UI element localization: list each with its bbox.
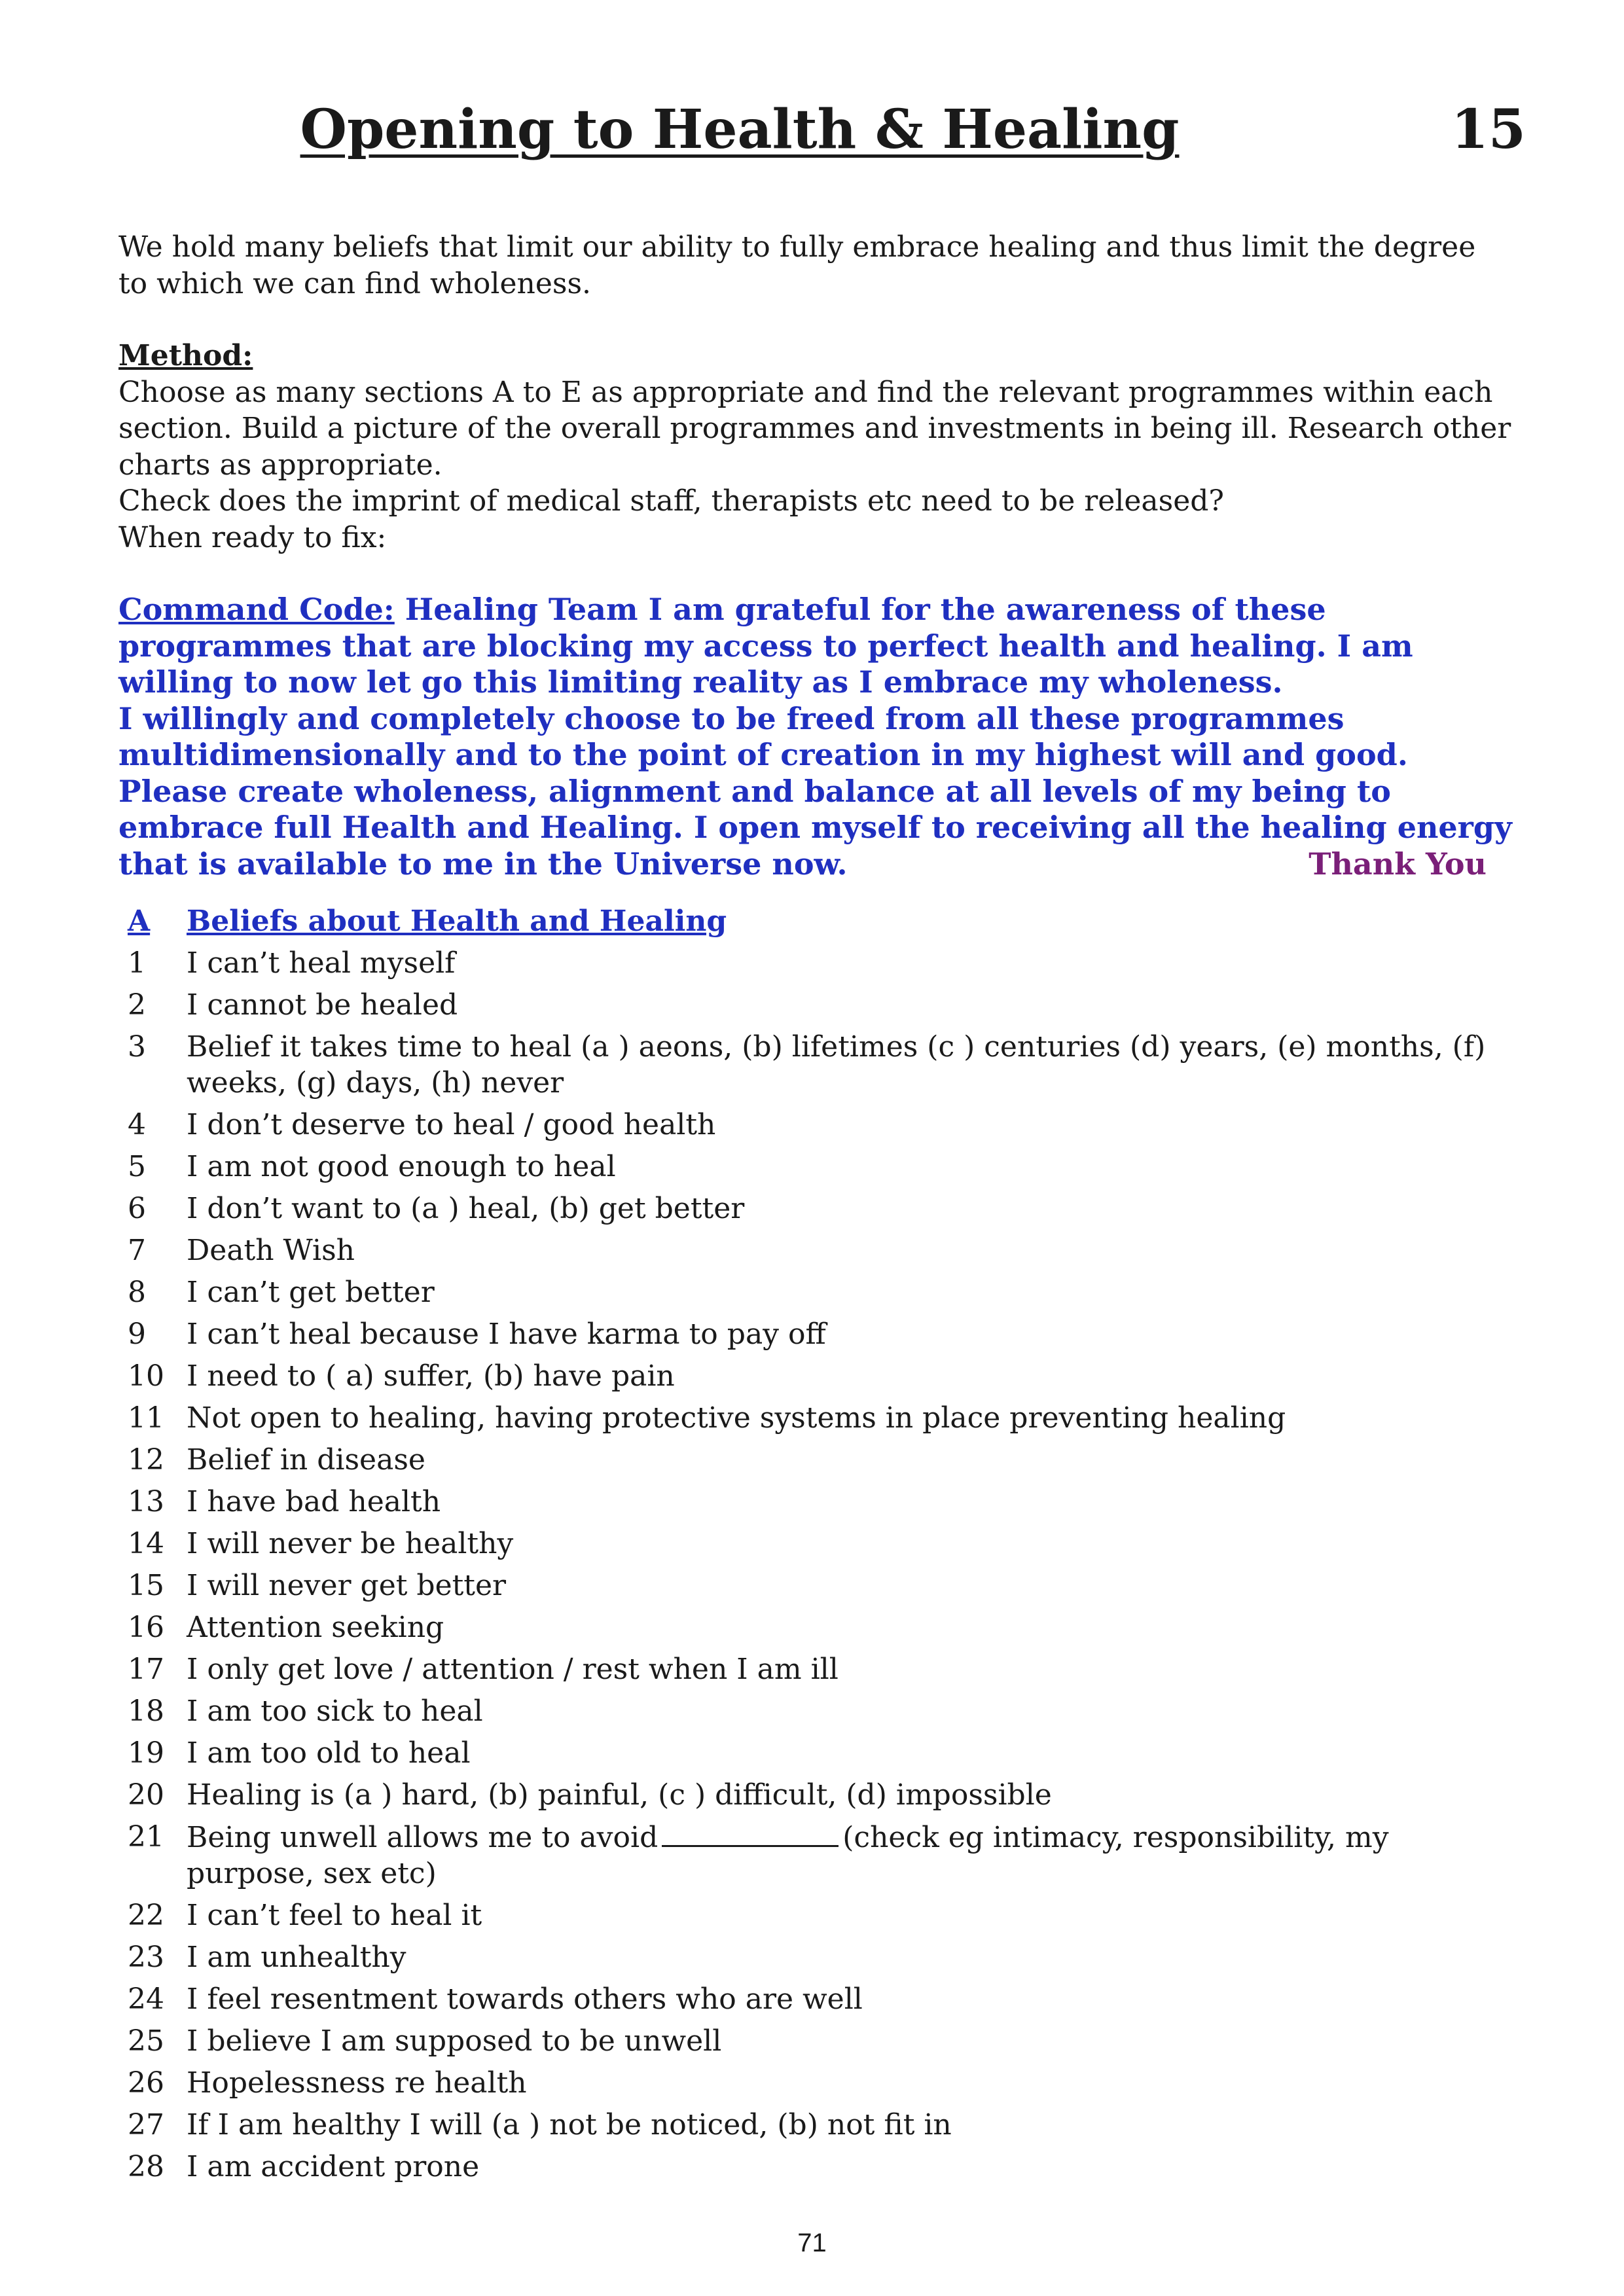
item-text: I need to ( a) suffer, (b) have pain [187,1359,675,1393]
item-text: I am unhealthy [187,1941,406,1974]
item-number: 20 [128,1778,164,1812]
list-item [118,1484,1513,1520]
list-item [118,2149,1513,2185]
item-number: 16 [128,1611,164,1644]
item-text: I will never get better [187,1569,507,1602]
item-text: I don’t deserve to heal / good health [187,1108,716,1141]
list-item [118,987,1513,1023]
list-item [118,1819,1513,1892]
item-text: If I am healthy I will (a ) not be noticed, (b) not fit in [187,2108,952,2142]
item-text: I will never be healthy [187,1527,514,1560]
method-line-2: Check does the imprint of medical staff, therapists etc need to be released? [118,484,1225,518]
command-paragraph-1 [118,592,1513,701]
list-item [118,1526,1513,1562]
item-number: 11 [128,1401,164,1435]
item-number: 19 [128,1736,164,1770]
chapter-number: 15 [1451,98,1526,161]
list-item [118,1693,1513,1729]
page-title: Opening to Health & Healing [300,98,1180,161]
item-number: 7 [128,1234,146,1267]
item-number: 8 [128,1276,146,1309]
item-number: 24 [128,1982,164,2016]
list-item [118,1400,1513,1436]
item-number: 1 [128,946,146,980]
list-item [118,1981,1513,2017]
list-item [118,1029,1513,1101]
list-item [118,2107,1513,2143]
item-text: I can’t get better [187,1276,435,1309]
list-item [118,945,1513,981]
item-number: 15 [128,1569,164,1602]
command-text-3: Please create wholeness, alignment and balance at all levels of my being to embrace full Health and Healing. I open myself to receiving all the healing energy that is available to me in the Universe now. [118,773,1512,882]
list-item [118,1442,1513,1478]
command-text-1: Healing Team I am grateful for the awareness of these programmes that are blocking my access to perfect health and healing. I am willing to now let go this limiting reality as I embrace my wholeness. [118,592,1413,700]
item-text: I am accident prone [187,2150,480,2183]
list-item [118,1568,1513,1604]
item-text: Not open to healing, having protective systems in place preventing healing [187,1401,1286,1435]
item-number: 22 [128,1899,164,1932]
item-text: Belief it takes time to heal (a ) aeons, (b) lifetimes (c ) centuries (d) years, (e) months, (f) weeks, (g) days, (h) never [187,1030,1486,1100]
item-number: 2 [128,988,146,1022]
list-item [118,1149,1513,1185]
item-number: 23 [128,1941,164,1974]
list-item [118,1939,1513,1975]
command-paragraph-2: I willingly and completely choose to be freed from all these programmes multidimensionally and to the point of creation in my highest will and good. [118,700,1408,772]
item-text: I only get love / attention / rest when I am ill [187,1653,839,1686]
item-text: I am too old to heal [187,1736,471,1770]
page-body [118,229,1513,2191]
item-number: 26 [128,2066,164,2100]
items-group-1 [118,945,1513,1813]
item-text: I don’t want to (a ) heal, (b) get better [187,1192,745,1225]
item-number: 18 [128,1695,164,1728]
item-number: 21 [128,1820,164,1854]
item-text: Death Wish [187,1234,355,1267]
item-text-before-blank: Being unwell allows me to avoid [187,1821,659,1854]
item-text: I feel resentment towards others who are well [187,1982,863,2016]
item-text: I am too sick to heal [187,1695,483,1728]
item-text: I can’t heal because I have karma to pay off [187,1318,826,1351]
item-text: Belief in disease [187,1443,425,1477]
item-text [187,1819,1513,1892]
method-line-3: When ready to fix: [118,520,387,554]
list-item [118,1232,1513,1268]
list-item [118,1651,1513,1687]
item-text: I can’t heal myself [187,946,456,980]
item-number: 28 [128,2150,164,2183]
item-text: Healing is (a ) hard, (b) painful, (c ) difficult, (d) impossible [187,1778,1052,1812]
section-header [118,903,1513,939]
page-number: 71 [797,2229,827,2257]
item-number: 9 [128,1318,146,1351]
list-item [118,2023,1513,2059]
list-item [118,1191,1513,1227]
command-code-block [118,592,1513,882]
item-number: 17 [128,1653,164,1686]
fill-in-blank [662,1819,839,1847]
list-item [118,1316,1513,1352]
item-number: 3 [128,1030,146,1064]
item-number: 6 [128,1192,146,1225]
item-number: 5 [128,1150,146,1183]
item-text: Hopelessness re health [187,2066,527,2100]
list-item [118,1897,1513,1933]
thank-you-text: Thank You [1308,846,1487,882]
list-item [118,1107,1513,1143]
list-item [118,1735,1513,1771]
list-item [118,1777,1513,1813]
item-number: 13 [128,1485,164,1518]
command-paragraph-3 [118,774,1513,883]
item-text-after-blank: (check eg intimacy, responsibility, my purpose, sex etc) [187,1821,1389,1890]
list-item [118,2065,1513,2101]
beliefs-list [118,903,1513,2185]
item-text: Attention seeking [187,1611,444,1644]
item-text: I believe I am supposed to be unwell [187,2024,722,2058]
item-number: 12 [128,1443,164,1477]
method-line-1: Choose as many sections A to E as appropriate and find the relevant programmes within each section. Build a picture of the overall programmes and investments in being ill. Research other charts as appropriate. [118,375,1511,482]
intro-paragraph: We hold many beliefs that limit our ability to fully embrace healing and thus limit the degree to which we can find wholeness. [118,230,1476,300]
list-item [118,1609,1513,1645]
list-item [118,1274,1513,1310]
item-number: 27 [128,2108,164,2142]
item-number: 10 [128,1359,164,1393]
item-text: I am not good enough to heal [187,1150,616,1183]
item-text: I cannot be healed [187,988,458,1022]
list-item [118,1358,1513,1394]
method-heading: Method: [118,339,253,372]
item-number: 14 [128,1527,164,1560]
item-number: 25 [128,2024,164,2058]
section-letter: A [128,905,151,938]
command-code-label: Command Code: [118,592,395,627]
item-text: I have bad health [187,1485,441,1518]
items-group-2 [118,1897,1513,2185]
item-text: I can’t feel to heal it [187,1899,482,1932]
item-number: 4 [128,1108,146,1141]
section-title: Beliefs about Health and Healing [187,905,727,938]
